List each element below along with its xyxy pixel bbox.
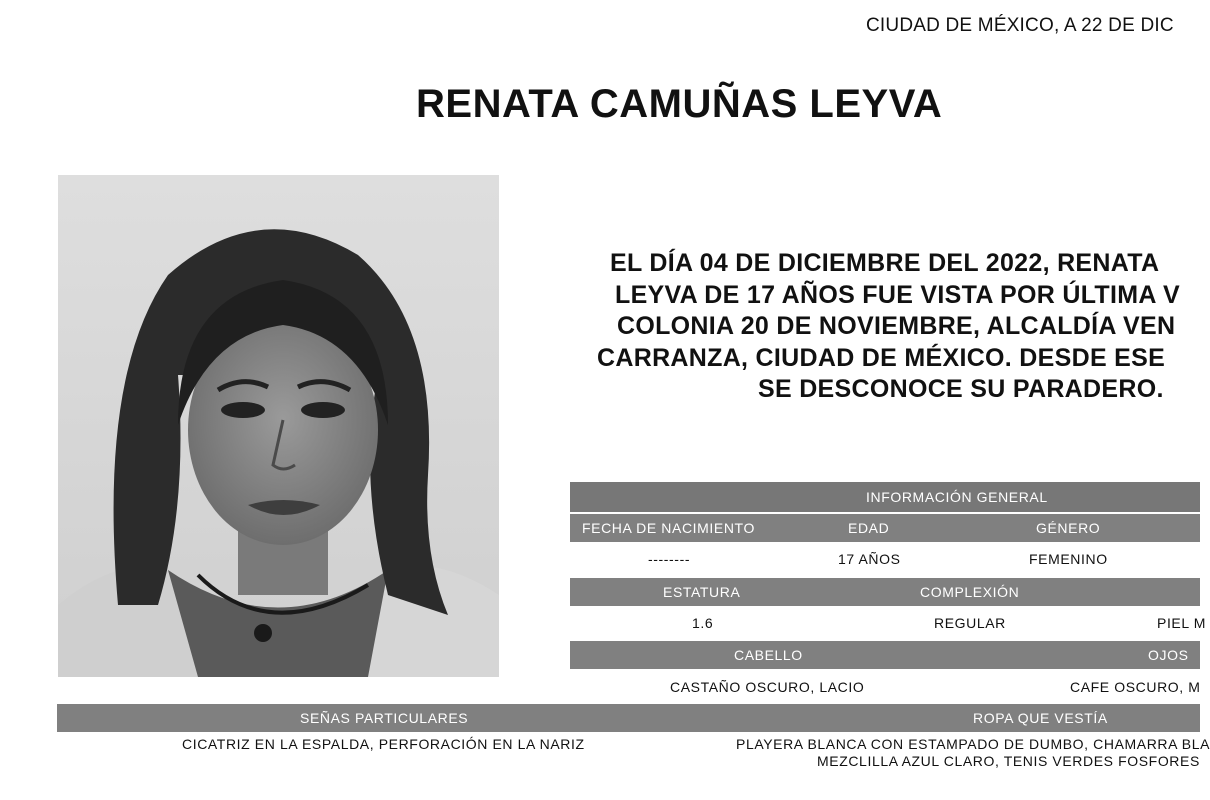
info-row1-headers: [570, 514, 1200, 542]
skin-value: PIEL M: [1157, 615, 1206, 631]
person-photo: [58, 175, 499, 677]
birthdate-header: FECHA DE NACIMIENTO: [582, 520, 755, 536]
description-line: CARRANZA, CIUDAD DE MÉXICO. DESDE ESE: [597, 343, 1166, 372]
height-header: ESTATURA: [663, 584, 741, 600]
info-row1-values: [570, 544, 1200, 576]
person-name-title: RENATA CAMUÑAS LEYVA: [416, 82, 943, 126]
hair-value: CASTAÑO OSCURO, LACIO: [670, 679, 865, 695]
marks-header: SEÑAS PARTICULARES: [300, 710, 469, 726]
info-row2-values: [570, 607, 1206, 639]
marks-value: CICATRIZ EN LA ESPALDA, PERFORACIÓN EN LA NARIZ: [182, 736, 585, 752]
particulars-header-bar: [57, 704, 1200, 732]
description-line: COLONIA 20 DE NOVIEMBRE, ALCALDÍA VEN: [617, 312, 1176, 340]
info-section-header: [570, 482, 1200, 512]
eyes-header: OJOS: [1148, 647, 1189, 663]
birthdate-value: --------: [648, 551, 691, 567]
clothing-header: ROPA QUE VESTÍA: [973, 710, 1108, 726]
info-row2-headers: [570, 578, 1200, 606]
info-row3-headers: [570, 641, 1200, 669]
date-location-line: CIUDAD DE MÉXICO, A 22 DE DIC: [866, 15, 1174, 36]
description-line: EL DÍA 04 DE DICIEMBRE DEL 2022, RENATA: [610, 249, 1160, 277]
build-header: COMPLEXIÓN: [920, 584, 1020, 600]
disappearance-description: [590, 248, 1200, 406]
height-value: 1.6: [692, 615, 714, 631]
gender-value: FEMENINO: [1029, 551, 1108, 567]
description-line: LEYVA DE 17 AÑOS FUE VISTA POR ÚLTIMA V: [615, 280, 1180, 309]
eyes-value: CAFE OSCURO, M: [1070, 679, 1201, 695]
info-section-title: INFORMACIÓN GENERAL: [866, 489, 1048, 505]
age-value: 17 AÑOS: [838, 551, 901, 567]
gender-header: GÉNERO: [1036, 520, 1101, 536]
build-value: REGULAR: [934, 615, 1006, 631]
person-photo-illustration: [58, 175, 499, 677]
clothing-value-line2: MEZCLILLA AZUL CLARO, TENIS VERDES FOSFORES: [817, 753, 1200, 769]
info-row3-values: [570, 671, 1200, 703]
hair-header: CABELLO: [734, 647, 803, 663]
description-line: SE DESCONOCE SU PARADERO.: [758, 375, 1164, 403]
age-header: EDAD: [848, 520, 890, 536]
clothing-value-line1: PLAYERA BLANCA CON ESTAMPADO DE DUMBO, CHAMARRA BLA: [736, 736, 1210, 752]
